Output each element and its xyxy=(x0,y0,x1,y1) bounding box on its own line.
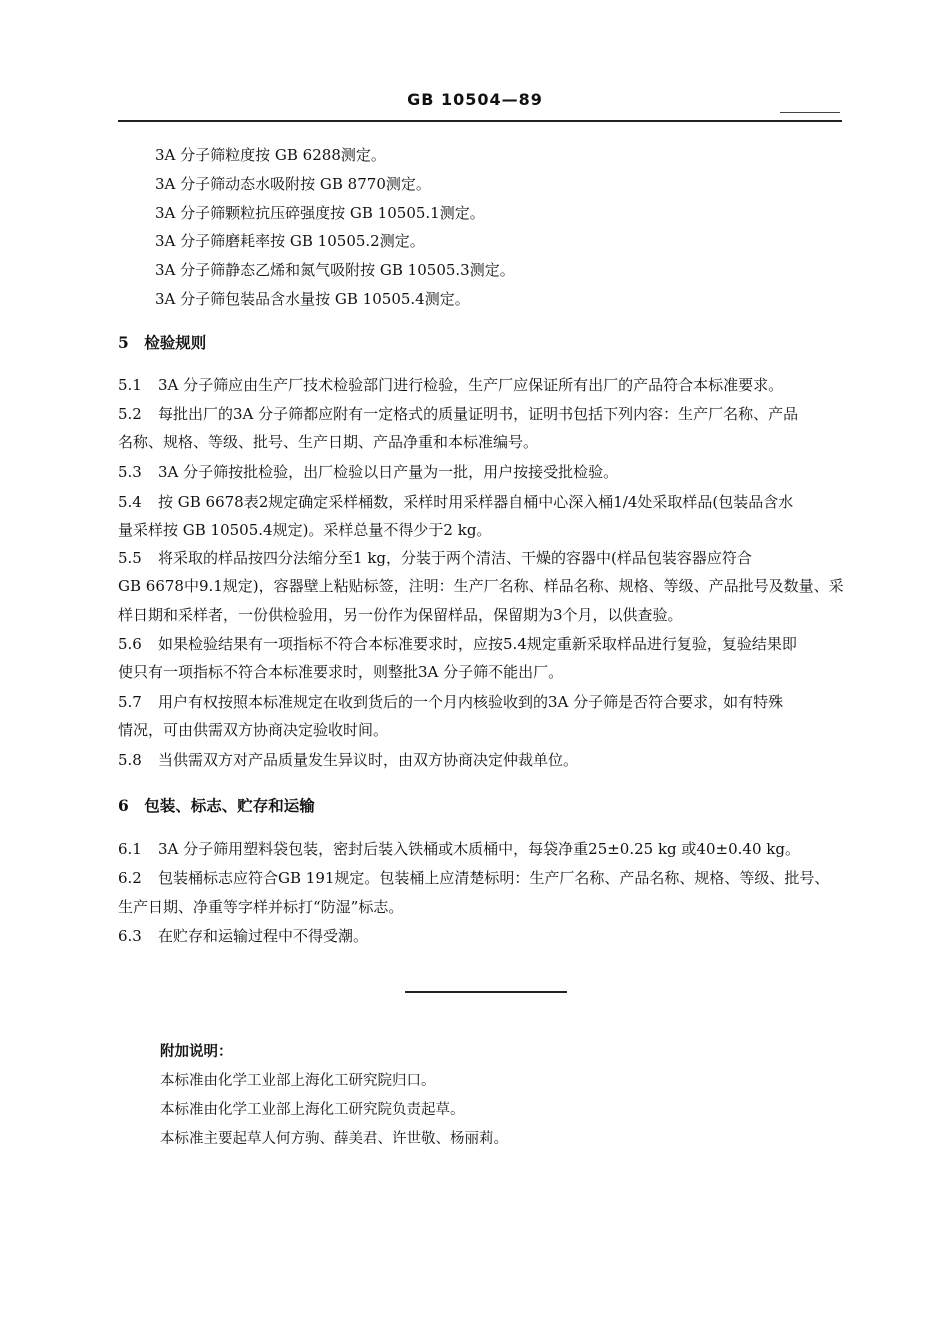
clause-5-7 xyxy=(118,692,783,712)
test-method-line: 3A 分子筛动态水吸附按 GB 8770测定。 xyxy=(155,175,431,193)
clause-number: 6.1 xyxy=(118,840,142,858)
clause-text: 3A 分子筛用塑料袋包装，密封后装入铁桶或木质桶中，每袋净重25±0.25 kg 或40±0.40 kg。 xyxy=(158,840,800,858)
clause-5-2 xyxy=(118,404,798,424)
clause-text-continued: 名称、规格、等级、批号、生产日期、产品净重和本标准编号。 xyxy=(118,433,539,451)
clause-number: 5.8 xyxy=(118,751,142,769)
notes-title: 附加说明： xyxy=(160,1044,233,1060)
clause-number: 5.4 xyxy=(118,493,142,511)
test-method-line: 3A 分子筛颗粒抗压碎强度按 GB 10505.1测定。 xyxy=(155,204,485,222)
clause-6-1 xyxy=(118,839,800,859)
clause-text-continued: 生产日期、净重等字样并标打“防湿”标志。 xyxy=(118,898,404,916)
clause-5-5 xyxy=(118,548,752,568)
clause-text: 在贮存和运输过程中不得受潮。 xyxy=(158,927,369,945)
clause-text: 按 GB 6678表2规定确定采样桶数，采样时用采样器自桶中心深入桶1/4处采取样品(包装品含水 xyxy=(158,493,794,511)
clause-5-3 xyxy=(118,462,618,482)
clause-6-3 xyxy=(118,926,368,946)
clause-6-2 xyxy=(118,868,829,888)
clause-number: 5.7 xyxy=(118,693,142,711)
clause-text: 将采取的样品按四分法缩分至1 kg，分装于两个清洁、干燥的容器中(样品包装容器应符合 xyxy=(158,549,752,567)
clause-text-continued: 使只有一项指标不符合本标准要求时，则整批3A 分子筛不能出厂。 xyxy=(118,663,564,681)
test-method-line: 3A 分子筛粒度按 GB 6288测定。 xyxy=(155,146,386,164)
clause-number: 5.3 xyxy=(118,463,142,481)
clause-5-8 xyxy=(118,750,578,770)
clause-text-continued: 量采样按 GB 10505.4规定)。采样总量不得少于2 kg。 xyxy=(118,521,492,539)
clause-number: 6.3 xyxy=(118,927,142,945)
note-line: 本标准由化学工业部上海化工研究院负责起草。 xyxy=(160,1102,465,1118)
clause-text: 包装桶标志应符合GB 191规定。包装桶上应清楚标明：生产厂名称、产品名称、规格、等级、批号、 xyxy=(158,869,830,887)
header-rule-accent xyxy=(780,112,840,113)
clause-number: 6.2 xyxy=(118,869,142,887)
clause-5-6 xyxy=(118,634,797,654)
clause-text: 用户有权按照本标准规定在收到货后的一个月内核验收到的3A 分子筛是否符合要求，如有特殊 xyxy=(158,693,784,711)
clause-number: 5.5 xyxy=(118,549,142,567)
clause-5-1 xyxy=(118,375,783,395)
section-divider xyxy=(405,991,567,993)
clause-text: 3A 分子筛应由生产厂技术检验部门进行检验，生产厂应保证所有出厂的产品符合本标准要求。 xyxy=(158,376,784,394)
clause-text-continued: 情况，可由供需双方协商决定验收时间。 xyxy=(118,721,389,739)
page-header: GB 10504—89 xyxy=(407,90,543,109)
clause-number: 5.6 xyxy=(118,635,142,653)
header-rule xyxy=(118,120,842,122)
clause-number: 5.2 xyxy=(118,405,142,423)
clause-5-4 xyxy=(118,492,793,512)
section-5-title: 5 检验规则 xyxy=(118,333,207,352)
clause-text: 如果检验结果有一项指标不符合本标准要求时，应按5.4规定重新采取样品进行复验，复验结果即 xyxy=(158,635,797,653)
note-line: 本标准主要起草人何方驹、薛美君、许世敬、杨丽莉。 xyxy=(160,1131,508,1147)
clause-number: 5.1 xyxy=(118,376,142,394)
clause-text: 每批出厂的3A 分子筛都应附有一定格式的质量证明书，证明书包括下列内容：生产厂名称、产品 xyxy=(158,405,799,423)
clause-text-continued: 样日期和采样者，一份供检验用，另一份作为保留样品，保留期为3个月，以供查验。 xyxy=(118,606,683,624)
clause-text-continued: GB 6678中9.1规定)，容器壁上粘贴标签，注明：生产厂名称、样品名称、规格、等级、产品批号及数量、采 xyxy=(118,577,844,595)
section-6-title: 6 包装、标志、贮存和运输 xyxy=(118,796,315,815)
test-method-line: 3A 分子筛静态乙烯和氮气吸附按 GB 10505.3测定。 xyxy=(155,261,515,279)
clause-text: 3A 分子筛按批检验，出厂检验以日产量为一批，用户按接受批检验。 xyxy=(158,463,619,481)
test-method-line: 3A 分子筛包装品含水量按 GB 10505.4测定。 xyxy=(155,290,470,308)
note-line: 本标准由化学工业部上海化工研究院归口。 xyxy=(160,1073,436,1089)
clause-text: 当供需双方对产品质量发生异议时，由双方协商决定仲裁单位。 xyxy=(158,751,579,769)
test-method-line: 3A 分子筛磨耗率按 GB 10505.2测定。 xyxy=(155,232,425,250)
